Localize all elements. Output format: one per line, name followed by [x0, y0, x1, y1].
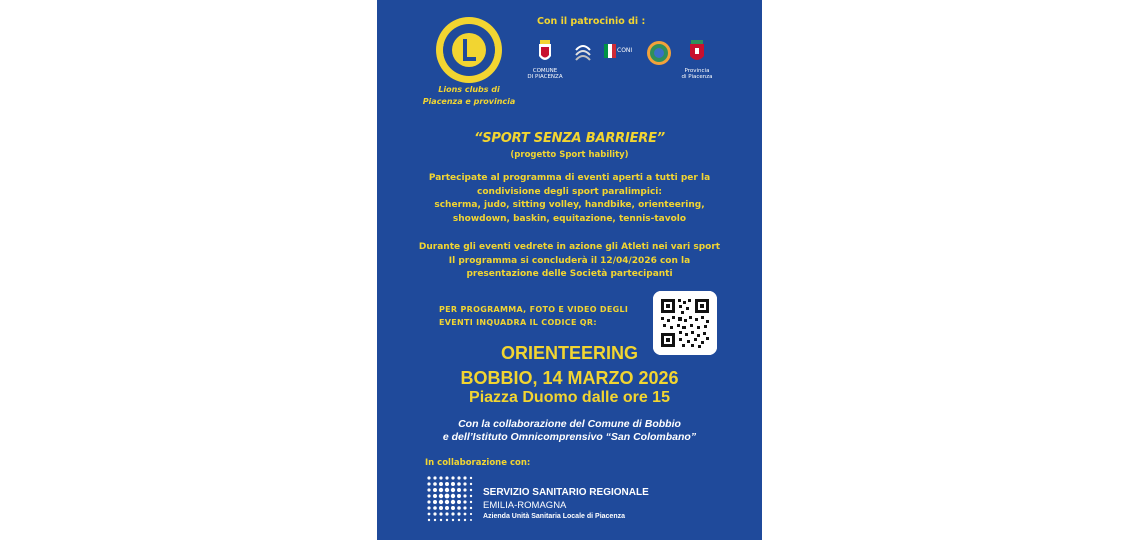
- ssr-name-line-3: Azienda Unità Sanitaria Locale di Piacenza: [483, 513, 625, 520]
- coni-logo: [595, 40, 635, 68]
- qr-instructions-line-2: EVENTI INQUADRA IL CODICE QR:: [439, 318, 597, 327]
- comune-crest-icon: [536, 40, 554, 66]
- provincia-piacenza-logo: [677, 40, 717, 80]
- event-venue: Piazza Duomo dalle ore 15: [469, 389, 670, 406]
- program-paragraph: [377, 241, 762, 282]
- intro-line: scherma, judo, sitting volley, handbike, orienteering,: [434, 200, 705, 210]
- program-line: presentazione delle Società partecipanti: [466, 269, 673, 279]
- event-sport: ORIENTEERING: [500, 343, 638, 363]
- project-title: “SPORT SENZA BARRIERE”: [474, 131, 665, 146]
- coni-flag-icon: [602, 40, 633, 66]
- event-place-date: BOBBIO, 14 MARZO 2026: [460, 368, 679, 388]
- ssr-dots-logo: [425, 474, 473, 522]
- lions-caption-line-2: Piacenza e provincia: [422, 97, 516, 106]
- provincia-logo-text-1: Provincia: [684, 68, 710, 74]
- provincia-logo-text-2: di Piacenza: [681, 74, 713, 80]
- globe-association-logo: [639, 40, 679, 68]
- in-collaboration-label: In collaborazione con:: [425, 458, 531, 468]
- ssr-name-line-2: EMILIA-ROMAGNA: [483, 500, 567, 511]
- collaboration-text: [377, 418, 762, 444]
- project-subtitle: (progetto Sport hability): [510, 150, 629, 160]
- coni-logo-text: CONI: [617, 47, 633, 54]
- comune-logo-text-2: DI PIACENZA: [527, 74, 563, 80]
- intro-line: showdown, baskin, equitazione, tennis-tavolo: [452, 213, 687, 224]
- program-line: Il programma si concluderà il 12/04/2026 con la: [448, 255, 691, 266]
- paralympic-agitos-icon: [574, 40, 592, 66]
- lions-caption-line-1: Lions clubs di: [438, 85, 500, 94]
- collaboration-line: e dell’Istituto Omnicomprensivo “San Colombano”: [442, 431, 697, 443]
- qr-instructions: [439, 303, 654, 329]
- lions-caption: [399, 84, 539, 108]
- event-poster: [377, 0, 762, 540]
- ssr-name-line-1: SERVIZIO SANITARIO REGIONALE: [483, 487, 649, 498]
- qr-instructions-line-1: PER PROGRAMMA, FOTO E VIDEO DEGLI: [439, 305, 629, 314]
- comune-piacenza-logo: [525, 40, 565, 80]
- globe-icon: [646, 40, 672, 66]
- comune-logo-text-1: COMUNE: [532, 68, 558, 74]
- intro-line: Partecipate al programma di eventi aperti a tutti per la: [428, 173, 711, 183]
- program-line: Durante gli eventi vedrete in azione gli Atleti nei vari sport: [418, 242, 721, 252]
- intro-paragraph: [377, 172, 762, 226]
- lions-international-logo: [434, 15, 504, 85]
- patronage-label: Con il patrocinio di :: [537, 16, 646, 27]
- provincia-crest-icon: [687, 40, 707, 66]
- collaboration-line: Con la collaborazione del Comune di Bobbio: [458, 418, 681, 430]
- intro-line: condivisione degli sport paralimpici:: [477, 186, 662, 197]
